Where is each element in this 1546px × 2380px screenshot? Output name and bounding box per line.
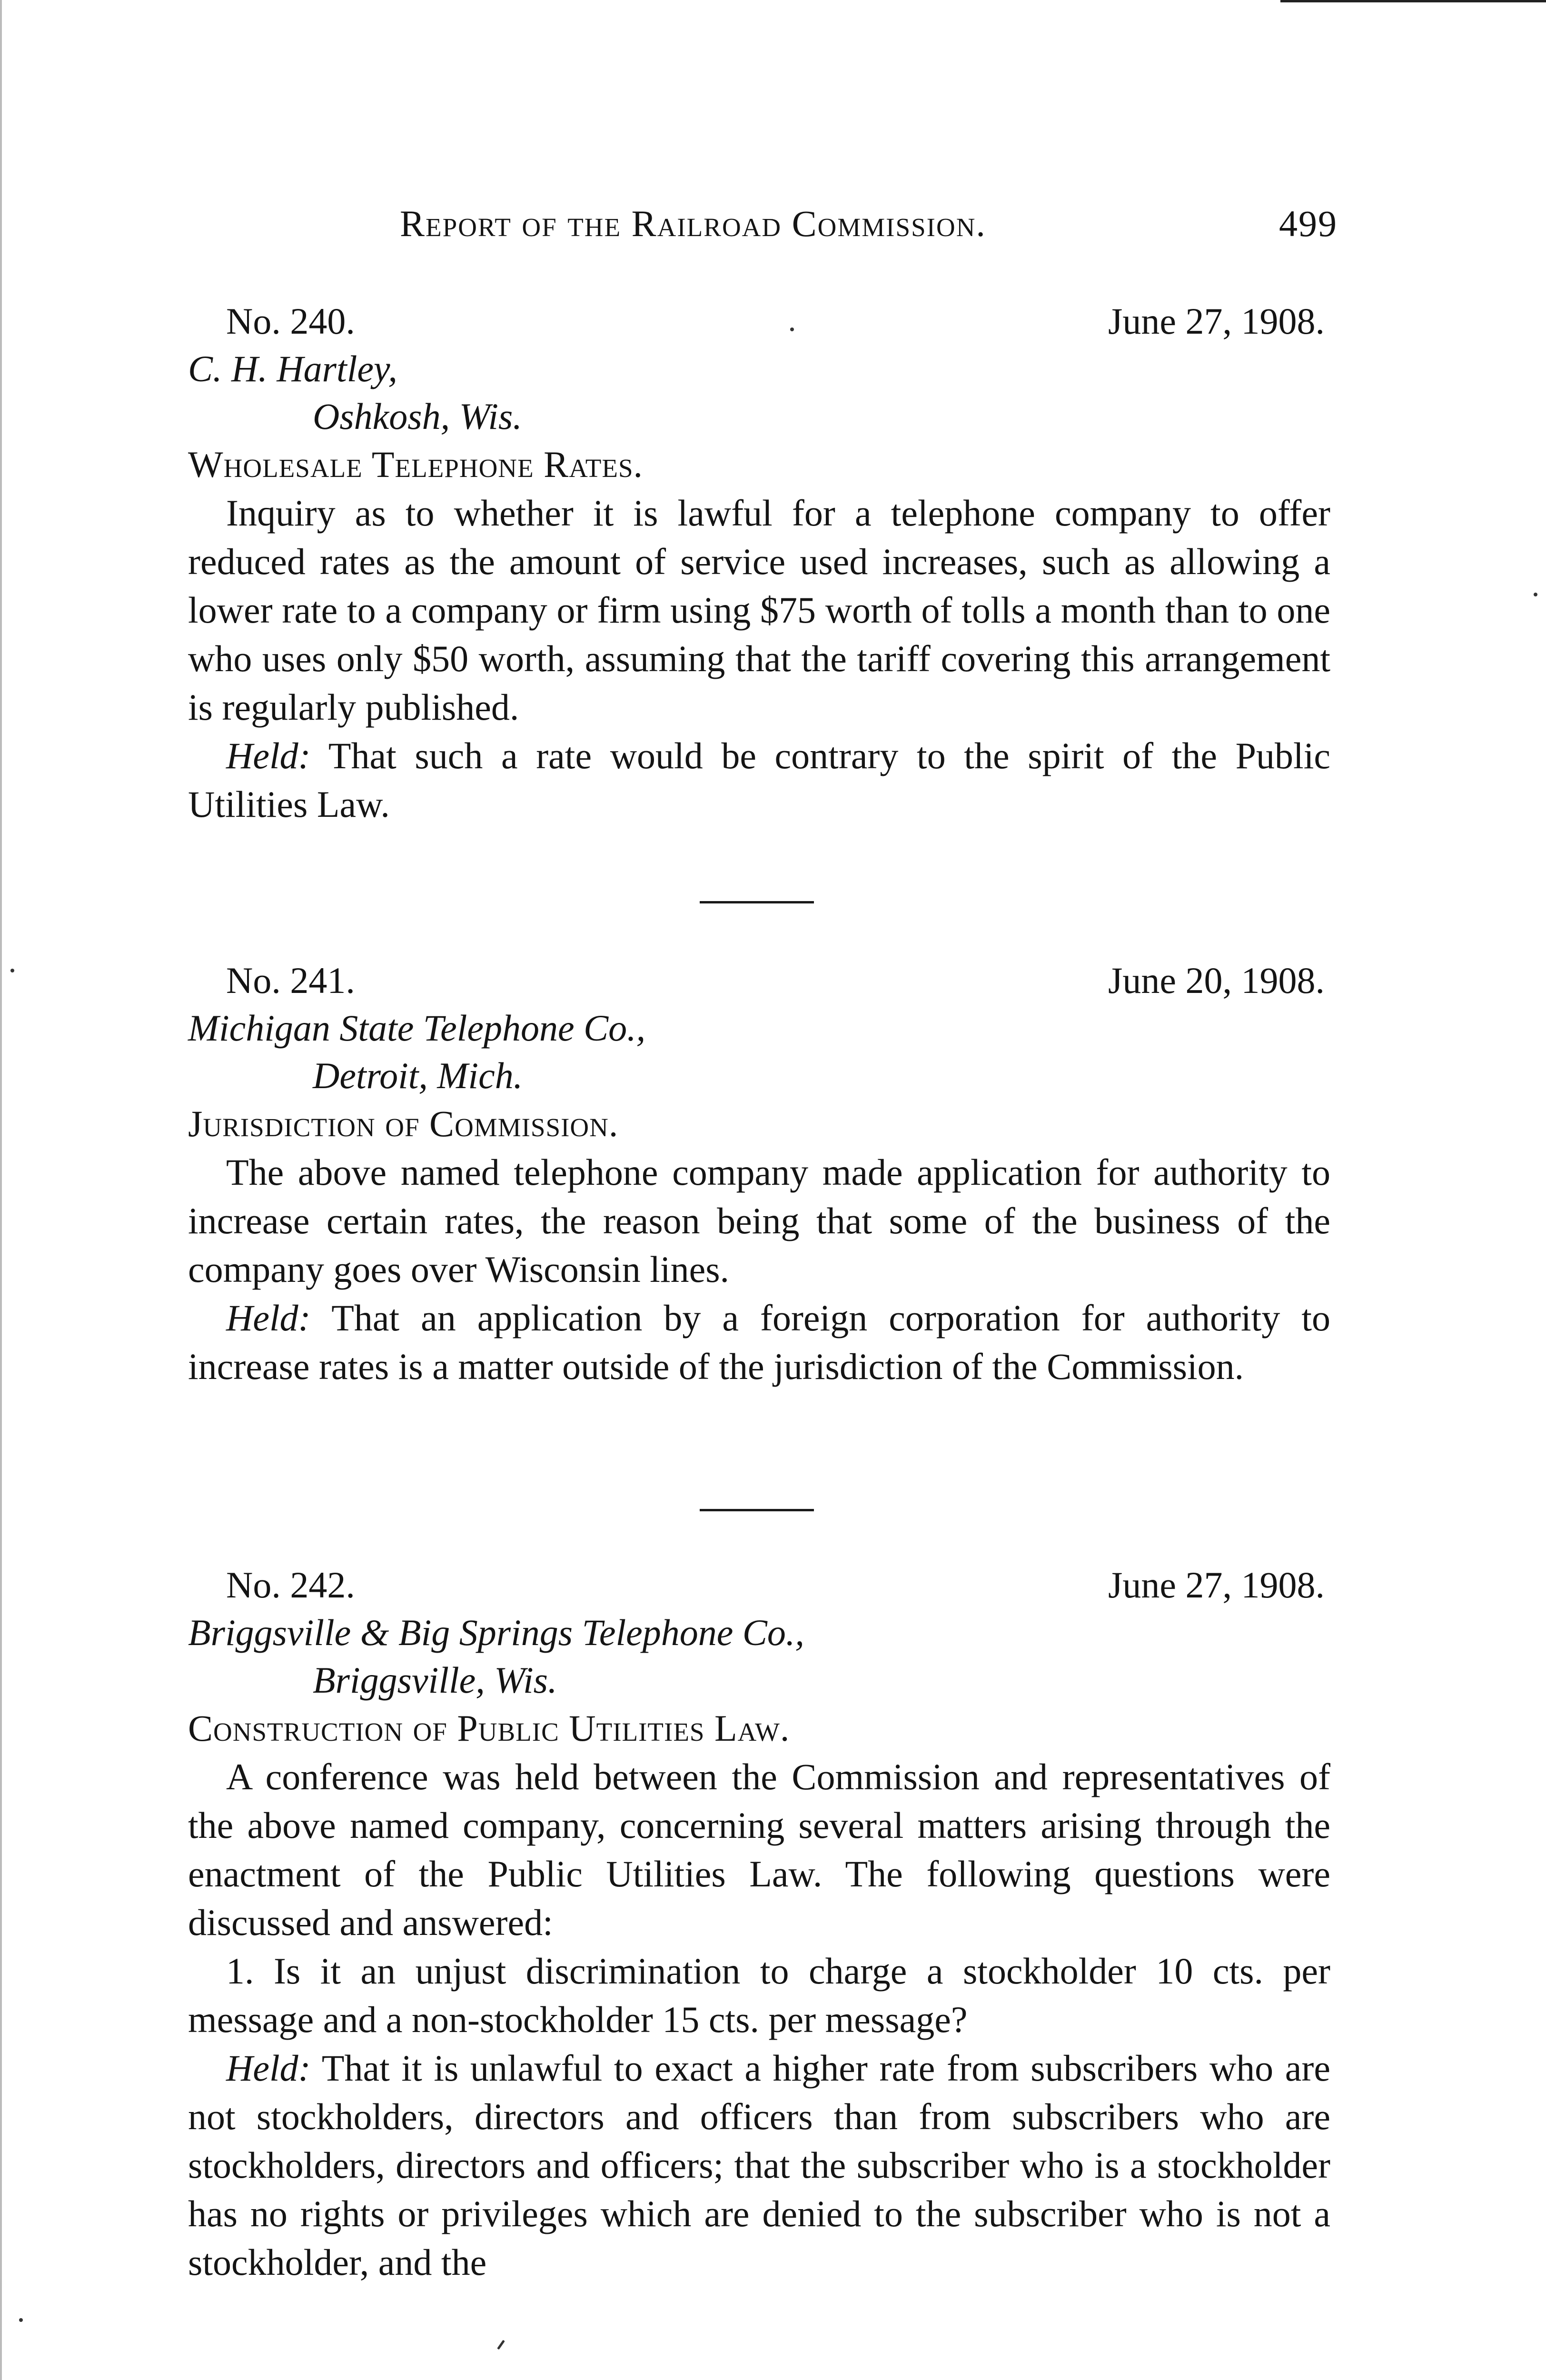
- print-speck: [497, 2340, 505, 2350]
- entry-number: No. 240.: [226, 300, 355, 342]
- paragraph-text: That an application by a foreign corporation for authority to increase rates is a matter outside of the jurisdiction of the Commission.: [188, 1297, 1330, 1387]
- paragraph-text: The above named telephone company made application for authority to increase certain rates, the reason being that some of the business of the company goes over Wisconsin lines.: [188, 1151, 1330, 1290]
- party-location: Briggsville, Wis.: [313, 1659, 557, 1701]
- party-name: Briggsville & Big Springs Telephone Co.,: [188, 1612, 804, 1653]
- running-title: Report of the Railroad Commission.: [400, 203, 986, 244]
- party-name: Michigan State Telephone Co.,: [188, 1007, 646, 1049]
- print-speck: [10, 969, 14, 972]
- paragraph-text: Inquiry as to whether it is lawful for a telephone company to offer reduced rates as the amount of service used increases, such as allowing a lower rate to a company or firm using $75 worth of tolls a month than to one who uses only $50 worth, assuming that the tariff covering this arrangement is regularly published.: [188, 492, 1330, 728]
- page-number: 499: [1279, 203, 1338, 244]
- held-label: Held:: [226, 2047, 311, 2089]
- ruling-entry-240: [188, 298, 1330, 829]
- print-speck: [790, 327, 794, 331]
- ruling-entry-241: [188, 957, 1330, 1391]
- print-speck: [19, 2318, 23, 2322]
- party-location: Oshkosh, Wis.: [313, 396, 522, 437]
- entry-date: June 27, 1908.: [1108, 300, 1325, 342]
- held-paragraph: [188, 732, 1330, 829]
- section-divider: [700, 901, 814, 903]
- paragraph-text: That such a rate would be contrary to the spirit of the Public Utilities Law.: [188, 735, 1331, 825]
- running-header: [400, 202, 1338, 255]
- held-label: Held:: [226, 1297, 311, 1339]
- entry-topic: Wholesale Telephone Rates.: [188, 444, 644, 485]
- entry-date: June 20, 1908.: [1108, 960, 1325, 1001]
- held-paragraph: [188, 2044, 1330, 2287]
- entry-heading: [188, 298, 1330, 345]
- page-edge-shadow: [1280, 0, 1546, 2]
- entry-number: No. 242.: [226, 1564, 355, 1606]
- entry-date: June 27, 1908.: [1108, 1564, 1325, 1606]
- ruling-entry-242: [188, 1561, 1330, 2287]
- held-paragraph: [188, 1294, 1330, 1391]
- section-divider: [700, 1509, 814, 1511]
- entry-number: No. 241.: [226, 960, 355, 1001]
- entry-paragraph: [188, 489, 1330, 732]
- entry-heading: [188, 1561, 1330, 1609]
- party-location: Detroit, Mich.: [313, 1055, 523, 1096]
- entry-heading: [188, 957, 1330, 1004]
- entry-paragraph: [188, 1753, 1330, 1947]
- entry-topic: Jurisdiction of Commission.: [188, 1103, 619, 1144]
- print-speck: [1534, 593, 1537, 596]
- entry-paragraph: [188, 1947, 1330, 2044]
- entry-topic: Construction of Public Utilities Law.: [188, 1707, 790, 1749]
- party-name: C. H. Hartley,: [188, 348, 397, 389]
- paragraph-text: A conference was held between the Commission and representatives of the above named company, concerning several matters arising through the enactment of the Public Utilities Law. The following questions were discussed and answered:: [188, 1756, 1330, 1943]
- paragraph-text: That it is unlawful to exact a higher rate from subscribers who are not stockholders, directors and officers than from subscribers who are stockholders, directors and officers; that the subscriber who is a stockholder has no rights or privileges which are denied to the subscriber who is not a stockholder, and the: [188, 2047, 1330, 2283]
- page-edge-left: [0, 0, 2, 2380]
- paragraph-text: 1. Is it an unjust discrimination to charge a stockholder 10 cts. per message and a non-stockholder 15 cts. per message?: [188, 1950, 1330, 2040]
- held-label: Held:: [226, 735, 311, 776]
- entry-paragraph: [188, 1148, 1330, 1294]
